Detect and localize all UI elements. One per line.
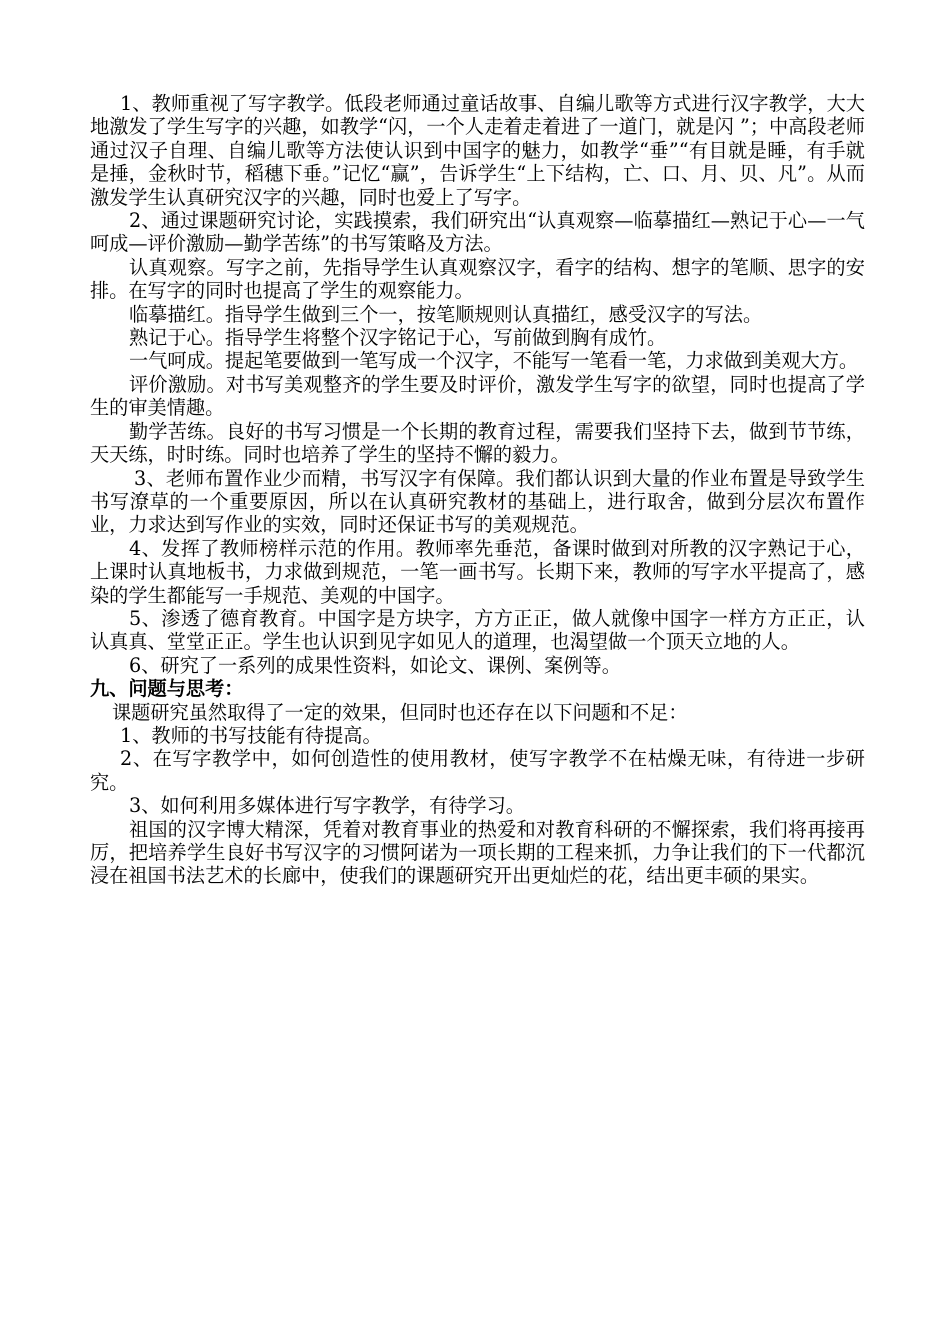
paragraph-trace: 临摹描红。指导学生做到三个一，按笔顺规则认真描红，感受汉字的写法。 xyxy=(129,302,763,326)
paragraph-memorize: 熟记于心。指导学生将整个汉字铭记于心，写前做到胸有成竹。 xyxy=(129,326,667,350)
paragraph-4: 4、发挥了教师榜样示范的作用。教师率先垂范，备课时做到对所教的汉字熟记于心，上课时认真地板书，力求做到规范，一笔一画书写。长期下来，教师的写字水平提高了，感染的学生都能写一手规范、美观的中国字。 xyxy=(90,536,865,607)
paragraph-problems-intro: 课题研究虽然取得了一定的效果，但同时也还存在以下问题和不足： xyxy=(112,700,688,724)
paragraph-practice: 勤学苦练。良好的书写习惯是一个长期的教育过程，需要我们坚持下去，做到节节练，天天练，时时练。同时也培养了学生的坚持不懈的毅力。 xyxy=(90,419,865,467)
section-heading: 九、问题与思考： xyxy=(90,677,244,701)
problem-3: 3、如何利用多媒体进行写字教学，有待学习。 xyxy=(129,794,525,818)
paragraph-one-stroke: 一气呵成。提起笔要做到一笔写成一个汉字，不能写一笔看一笔，力求做到美观大方。 xyxy=(129,349,859,373)
paragraph-conclusion: 祖国的汉字博大精深，凭着对教育事业的热爱和对教育科研的不懈探索，我们将再接再厉，把培养学生良好书写汉字的习惯阿诺为一项长期的工程来抓，力争让我们的下一代都沉浸在祖国书法艺术的长廊中，使我们的课题研究开出更灿烂的花，结出更丰硕的果实。 xyxy=(90,817,865,888)
document-page xyxy=(90,92,865,888)
paragraph-3: 3、老师布置作业少而精，书写汉字有保障。我们都认识到大量的作业布置是导致学生书写潦草的一个重要原因，所以在认真研究教材的基础上，进行取舍，做到分层次布置作业，力求达到写作业的实效，同时还保证书写的美观规范。 xyxy=(90,466,865,537)
problem-1: 1、教师的书写技能有待提高。 xyxy=(120,723,382,747)
paragraph-1: 1、教师重视了写字教学。低段老师通过童话故事、自编儿歌等方式进行汉字教学，大大地激发了学生写字的兴趣，如教学“闪，一个人走着走着进了一道门，就是闪 ”；中高段老师通过汉子自理、自编儿歌等方法使认识到中国字的魅力，如教学“垂”“有目就是睡，有手就是捶，金秋时节，稻穗下垂。”记忆“赢”，告诉学生“上下结构，亡、口、月、贝、凡”。从而激发学生认真研究汉字的兴趣，同时也爱上了写字。 xyxy=(90,92,865,209)
paragraph-6: 6、研究了一系列的成果性资料，如论文、课例、案例等。 xyxy=(129,653,621,677)
problem-2: 2、在写字教学中，如何创造性的使用教材，使写字教学不在枯燥无味，有待进一步研究。 xyxy=(90,747,865,794)
paragraph-evaluate: 评价激励。对书写美观整齐的学生要及时评价，激发学生写字的欲望，同时也提高了学生的审美情趣。 xyxy=(90,372,865,420)
paragraph-5: 5、渗透了德育教育。中国字是方块字，方方正正，做人就像中国字一样方方正正，认认真真、堂堂正正。学生也认识到见字如见人的道理，也渴望做一个顶天立地的人。 xyxy=(90,606,865,654)
paragraph-2: 2、通过课题研究讨论，实践摸索，我们研究出“认真观察—临摹描红—熟记于心—一气呵成—评价激励—勤学苦练”的书写策略及方法。 xyxy=(90,209,865,256)
paragraph-observe: 认真观察。写字之前，先指导学生认真观察汉字，看字的结构、想字的笔顺、思字的安排。在写字的同时也提高了学生的观察能力。 xyxy=(90,255,865,303)
